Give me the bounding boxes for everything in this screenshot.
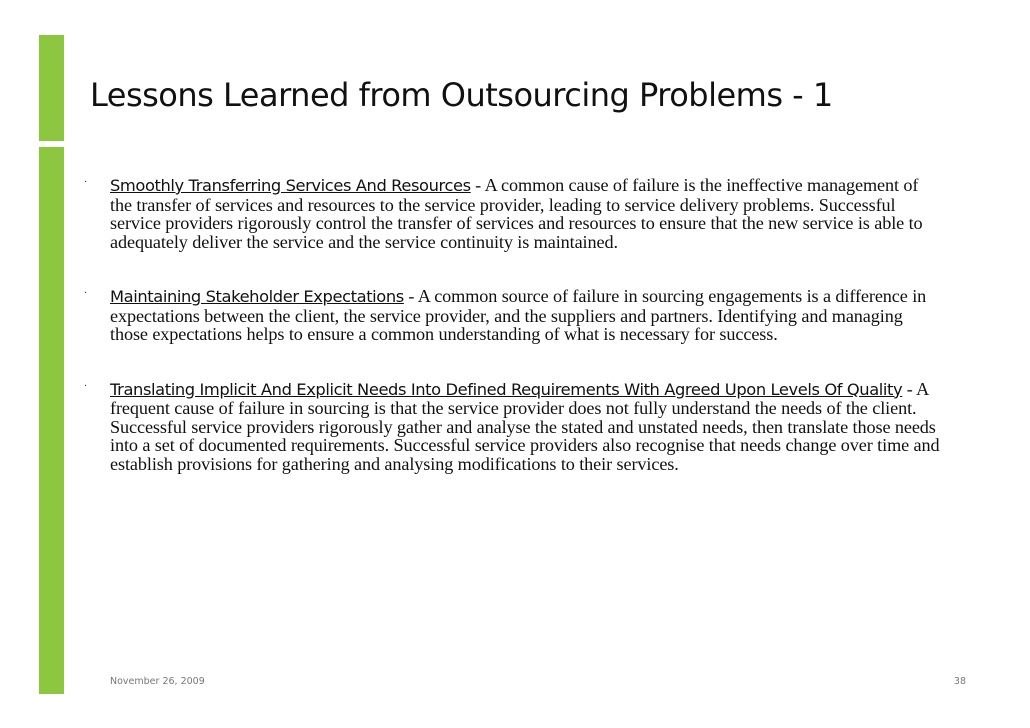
accent-bar-bottom	[39, 147, 64, 694]
bullet-description: - A common source of failure in sourcing engagements is a difference in expectations between the client, the service provider, and the suppliers and partners. Identifying and managing those expectations helps to ensure a common understanding of what is necessary for success.	[110, 286, 927, 344]
bullet-body	[110, 380, 944, 474]
bullet-item-requirements	[84, 380, 944, 474]
bullet-item-expectations	[84, 287, 944, 344]
bullet-marker: ·	[84, 380, 88, 392]
bullet-description: - A common cause of failure is the ineffective management of the transfer of services and resources to the service provider, leading to service delivery problems. Successful service providers rigorously control the transfer of services and resources to ensure that the new service is able to adequately deliver the service and the service continuity is maintained.	[110, 175, 923, 252]
bullet-item-transfer	[84, 176, 944, 251]
footer-date: November 26, 2009	[110, 676, 205, 687]
bullet-heading-link[interactable]: Maintaining Stakeholder Expectations	[110, 287, 404, 306]
bullet-marker: ·	[84, 177, 88, 188]
bullet-heading-link[interactable]: Smoothly Transferring Services And Resources	[110, 176, 471, 195]
bullet-heading-link[interactable]: Translating Implicit And Explicit Needs Into Defined Requirements With Agreed Upon Levels Of Quality	[110, 379, 903, 399]
bullet-list	[84, 176, 944, 473]
bullet-description: - A frequent cause of failure in sourcing is that the service provider does not fully understand the needs of the client. Successful service providers rigorously gather and analyse the stated and unstated needs, then translate those needs into a set of documented requirements. Successful service providers also recognise that needs change over time and establish provisions for gathering and analysing modifications to their services.	[110, 378, 940, 474]
bullet-body	[110, 176, 944, 251]
bullet-marker: ·	[84, 288, 88, 299]
page-number: 38	[953, 676, 966, 687]
bullet-body	[110, 287, 944, 344]
slide-title: Lessons Learned from Outsourcing Problems - 1	[90, 76, 833, 114]
accent-bar-top	[39, 35, 64, 141]
